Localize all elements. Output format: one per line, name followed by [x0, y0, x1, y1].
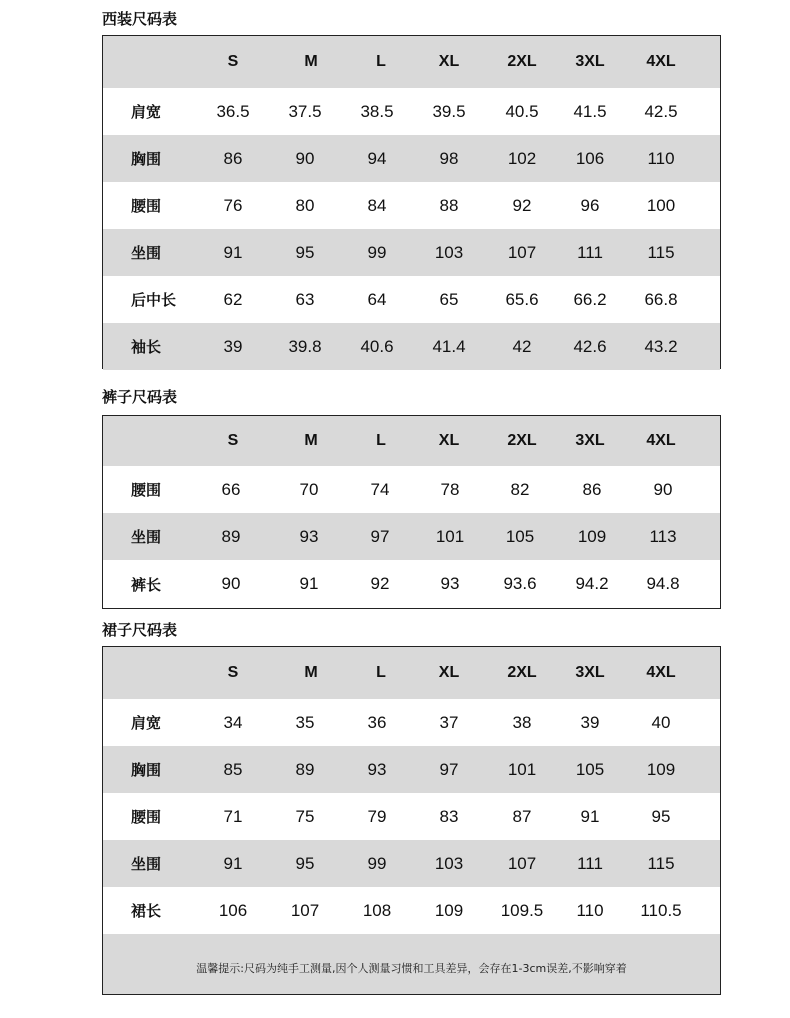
- value-cell: 82: [510, 479, 530, 499]
- suit-row-hip: [103, 229, 720, 276]
- value-cell: 38: [512, 712, 532, 732]
- row-label: 胸围: [131, 150, 162, 168]
- value-cell: 42.5: [644, 101, 678, 121]
- value-cell: 90: [653, 479, 673, 499]
- value-cell: 70: [299, 479, 319, 499]
- value-cell: 106: [218, 900, 248, 920]
- value-cell: 109: [434, 900, 464, 920]
- skirt-header-row: [103, 647, 720, 699]
- row-label: 腰围: [131, 481, 162, 499]
- pants-header-m: M: [304, 432, 318, 449]
- skirt-header-s: S: [227, 664, 239, 681]
- value-cell: 74: [370, 479, 390, 499]
- value-cell: 42.6: [573, 336, 607, 356]
- value-cell: 96: [580, 195, 600, 215]
- value-cell: 66.8: [644, 289, 678, 309]
- value-cell: 43.2: [644, 336, 678, 356]
- pants-header-2xl: 2XL: [507, 432, 537, 449]
- value-cell: 89: [295, 759, 315, 779]
- value-cell: 94: [367, 148, 387, 168]
- value-cell: 78: [440, 479, 460, 499]
- value-cell: 63: [295, 289, 315, 309]
- value-cell: 97: [370, 526, 390, 546]
- value-cell: 87: [512, 806, 532, 826]
- row-label: 袖长: [131, 338, 162, 356]
- value-cell: 111: [577, 853, 603, 873]
- value-cell: 91: [299, 574, 319, 593]
- skirt-row-length: [103, 887, 720, 934]
- value-cell: 99: [367, 853, 387, 873]
- value-cell: 93: [299, 526, 319, 546]
- value-cell: 92: [512, 195, 532, 215]
- value-cell: 101: [507, 759, 537, 779]
- value-cell: 88: [439, 195, 459, 215]
- value-cell: 109: [577, 526, 607, 546]
- value-cell: 39.5: [432, 101, 466, 121]
- row-label: 胸围: [131, 761, 162, 779]
- value-cell: 84: [367, 195, 387, 215]
- suit-header-4xl: 4XL: [646, 53, 676, 70]
- value-cell: 115: [647, 242, 675, 262]
- suit-row-chest: [103, 135, 720, 182]
- row-label: 坐围: [131, 244, 162, 262]
- pants-size-table: [102, 415, 721, 609]
- pants-row-hip: [103, 513, 720, 560]
- value-cell: 66.2: [573, 289, 607, 309]
- value-cell: 109.5: [500, 900, 544, 920]
- value-cell: 62: [223, 289, 243, 309]
- value-cell: 37: [439, 712, 459, 732]
- value-cell: 39: [223, 336, 243, 356]
- value-cell: 97: [439, 759, 459, 779]
- suit-row-sleeve: [103, 323, 720, 370]
- value-cell: 41.5: [573, 101, 607, 121]
- value-cell: 71: [223, 806, 243, 826]
- skirt-header-3xl: 3XL: [575, 664, 605, 681]
- row-label: 坐围: [131, 855, 162, 873]
- row-label: 肩宽: [131, 714, 162, 732]
- value-cell: 76: [223, 195, 243, 215]
- value-cell: 115: [647, 853, 675, 873]
- skirt-header-4xl: 4XL: [646, 664, 676, 681]
- suit-header-3xl: 3XL: [575, 53, 605, 70]
- value-cell: 94.2: [575, 574, 609, 593]
- pants-header-l: L: [376, 432, 386, 449]
- pants-header-3xl: 3XL: [575, 432, 605, 449]
- value-cell: 99: [367, 242, 387, 262]
- value-cell: 40.5: [505, 101, 539, 121]
- value-cell: 110.5: [640, 900, 682, 920]
- value-cell: 65: [439, 289, 459, 309]
- suit-header-l: L: [376, 53, 386, 70]
- row-label: 坐围: [131, 528, 162, 546]
- value-cell: 111: [577, 242, 603, 262]
- value-cell: 34: [223, 712, 243, 732]
- skirt-header-m: M: [304, 664, 318, 681]
- suit-row-waist: [103, 182, 720, 229]
- value-cell: 85: [223, 759, 243, 779]
- value-cell: 106: [575, 148, 605, 168]
- skirt-row-shoulder: [103, 699, 720, 746]
- value-cell: 93: [367, 759, 387, 779]
- value-cell: 42: [512, 336, 532, 356]
- value-cell: 89: [221, 526, 241, 546]
- value-cell: 79: [367, 806, 387, 826]
- value-cell: 37.5: [288, 101, 322, 121]
- skirt-header-xl: XL: [438, 664, 460, 681]
- value-cell: 65.6: [505, 289, 539, 309]
- value-cell: 95: [295, 853, 315, 873]
- pants-header-xl: XL: [438, 432, 460, 449]
- value-cell: 86: [223, 148, 243, 168]
- row-label: 腰围: [131, 197, 162, 215]
- suit-header-m: M: [304, 53, 318, 70]
- value-cell: 107: [507, 242, 537, 262]
- row-label: 裤长: [131, 575, 162, 594]
- value-cell: 39.8: [288, 336, 322, 356]
- value-cell: 98: [439, 148, 459, 168]
- measurement-note: 温馨提示:尺码为纯手工测量,因个人测量习惯和工具差异，会存在1-3cm误差,不影响穿着: [196, 962, 627, 975]
- value-cell: 101: [435, 526, 465, 546]
- value-cell: 38.5: [360, 101, 394, 121]
- value-cell: 95: [651, 806, 671, 826]
- value-cell: 107: [507, 853, 537, 873]
- suit-header-2xl: 2XL: [507, 53, 537, 70]
- skirt-row-chest: [103, 746, 720, 793]
- suit-header-s: S: [227, 53, 239, 70]
- pants-header-s: S: [227, 432, 239, 449]
- skirt-note-row: [103, 934, 720, 994]
- skirt-row-hip: [103, 840, 720, 887]
- value-cell: 39: [580, 712, 600, 732]
- suit-row-shoulder: [103, 88, 720, 135]
- pants-row-length: [103, 560, 720, 608]
- row-label: 肩宽: [131, 103, 162, 121]
- value-cell: 108: [362, 900, 392, 920]
- value-cell: 109: [646, 759, 676, 779]
- row-label: 腰围: [131, 808, 162, 826]
- suit-header-row: [103, 36, 720, 88]
- value-cell: 90: [295, 148, 315, 168]
- value-cell: 36.5: [216, 101, 250, 121]
- value-cell: 36: [367, 712, 387, 732]
- pants-header-4xl: 4XL: [646, 432, 676, 449]
- suit-row-back-length: [103, 276, 720, 323]
- value-cell: 40: [651, 712, 671, 732]
- value-cell: 92: [370, 574, 390, 593]
- skirt-row-waist: [103, 793, 720, 840]
- value-cell: 94.8: [646, 574, 680, 593]
- value-cell: 105: [575, 759, 605, 779]
- value-cell: 40.6: [360, 336, 394, 356]
- value-cell: 75: [295, 806, 315, 826]
- pants-header-row: [103, 416, 720, 466]
- value-cell: 113: [649, 526, 677, 546]
- row-label: 裙长: [131, 902, 162, 920]
- value-cell: 103: [434, 853, 464, 873]
- value-cell: 35: [295, 712, 315, 732]
- skirt-header-2xl: 2XL: [507, 664, 537, 681]
- value-cell: 91: [580, 806, 600, 826]
- skirt-size-table: [102, 646, 721, 995]
- value-cell: 80: [295, 195, 315, 215]
- value-cell: 100: [646, 195, 676, 215]
- value-cell: 103: [434, 242, 464, 262]
- row-label: 后中长: [131, 291, 177, 309]
- skirt-header-l: L: [376, 664, 386, 681]
- value-cell: 102: [507, 148, 537, 168]
- value-cell: 90: [221, 574, 241, 593]
- value-cell: 64: [367, 289, 387, 309]
- value-cell: 91: [223, 242, 243, 262]
- value-cell: 95: [295, 242, 315, 262]
- value-cell: 66: [221, 479, 241, 499]
- value-cell: 93.6: [503, 574, 537, 593]
- value-cell: 83: [439, 806, 459, 826]
- pants-row-waist: [103, 466, 720, 513]
- value-cell: 107: [290, 900, 320, 920]
- value-cell: 93: [440, 574, 460, 593]
- value-cell: 41.4: [432, 336, 466, 356]
- suit-header-xl: XL: [438, 53, 460, 70]
- value-cell: 110: [576, 900, 604, 920]
- value-cell: 110: [647, 148, 675, 168]
- pants-table-title: 裤子尺码表: [102, 388, 178, 406]
- suit-size-table: [102, 35, 721, 369]
- value-cell: 86: [582, 479, 602, 499]
- value-cell: 91: [223, 853, 243, 873]
- skirt-table-title: 裙子尺码表: [102, 621, 178, 639]
- value-cell: 105: [505, 526, 535, 546]
- suit-table-title: 西装尺码表: [102, 10, 178, 28]
